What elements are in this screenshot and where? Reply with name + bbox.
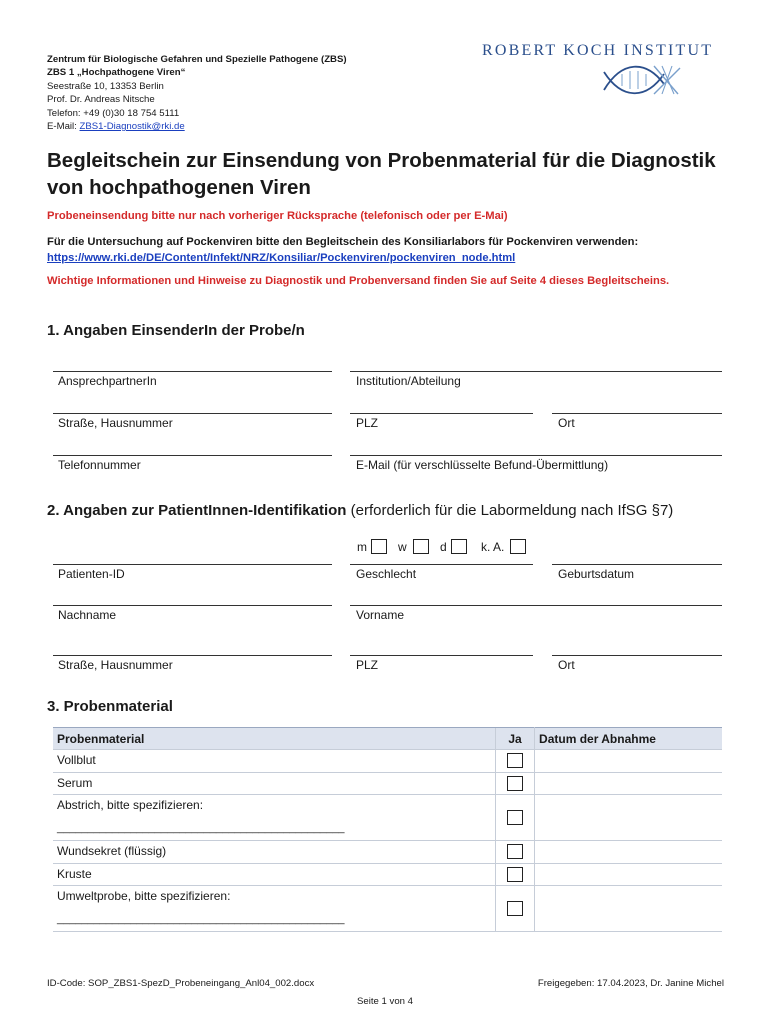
gender-w-checkbox[interactable] bbox=[413, 539, 429, 554]
pox-virus-notice bbox=[47, 234, 638, 266]
table-row bbox=[53, 841, 722, 864]
gender-m-label: m bbox=[357, 540, 367, 554]
footer-id-code: ID-Code: SOP_ZBS1-SpezD_Probeneingang_Anl04_002.docx bbox=[47, 978, 315, 989]
gender-d-label: d bbox=[440, 540, 447, 554]
document-title: Begleitschein zur Einsendung von Probenmaterial für die Diagnostik von hochpathogenen Viren bbox=[47, 149, 716, 199]
phone-label: Telefonnummer bbox=[58, 458, 141, 472]
section2-title: 2. Angaben zur PatientInnen-Identifikation bbox=[47, 502, 347, 519]
column-header-material: Probenmaterial bbox=[53, 728, 496, 750]
gender-field-line bbox=[350, 564, 533, 565]
date-cell[interactable] bbox=[535, 864, 722, 886]
contact-label: AnsprechpartnerIn bbox=[58, 374, 157, 388]
footer-released: Freigegeben: 17.04.2023, Dr. Janine Michel bbox=[537, 978, 724, 989]
gender-ka-checkbox[interactable] bbox=[510, 539, 526, 554]
date-cell[interactable] bbox=[535, 886, 722, 932]
header-line-3: Seestraße 10, 13353 Berlin bbox=[47, 80, 164, 92]
column-header-date: Datum der Abnahme bbox=[535, 728, 722, 750]
yes-cell bbox=[496, 886, 535, 932]
gender-d-checkbox[interactable] bbox=[451, 539, 467, 554]
firstname-label: Vorname bbox=[356, 608, 405, 622]
material-label: Abstrich, bitte spezifizieren: bbox=[57, 798, 204, 812]
street-field-line[interactable] bbox=[53, 413, 332, 414]
kruste-checkbox[interactable] bbox=[507, 867, 523, 882]
material-cell bbox=[53, 795, 496, 841]
contact-field-line[interactable] bbox=[53, 371, 332, 372]
date-cell[interactable] bbox=[535, 773, 722, 795]
material-cell: Wundsekret (flüssig) bbox=[53, 841, 496, 864]
footer-page-number: Seite 1 von 4 bbox=[356, 996, 413, 1007]
patient-street-field-line[interactable] bbox=[53, 655, 332, 656]
table-row bbox=[53, 886, 722, 932]
pox-virus-link[interactable]: https://www.rki.de/DE/Content/Infekt/NRZ/Konsiliar/Pockenviren/pockenviren_node.html bbox=[47, 252, 516, 264]
material-cell: Kruste bbox=[53, 864, 496, 886]
yes-cell bbox=[496, 795, 535, 841]
serum-checkbox[interactable] bbox=[507, 776, 523, 791]
material-cell: Serum bbox=[53, 773, 496, 795]
table-row bbox=[53, 773, 722, 795]
date-cell[interactable] bbox=[535, 750, 722, 773]
yes-cell bbox=[496, 841, 535, 864]
email-label: E-Mail (für verschlüsselte Befund-Übermittlung) bbox=[356, 458, 609, 472]
material-cell bbox=[53, 886, 496, 932]
header-line-4: Prof. Dr. Andreas Nitsche bbox=[47, 94, 155, 106]
email-prefix: E-Mail: bbox=[47, 121, 80, 133]
header-line-1: Zentrum für Biologische Gefahren und Spezielle Pathogene (ZBS) bbox=[47, 54, 347, 65]
yes-cell bbox=[496, 864, 535, 886]
yes-cell bbox=[496, 750, 535, 773]
email-link[interactable]: ZBS1-Diagnostik@rki.de bbox=[79, 121, 185, 133]
section2-note: (erforderlich für die Labormeldung nach IfSG §7) bbox=[346, 502, 674, 519]
patient-city-label: Ort bbox=[558, 658, 575, 672]
email-field-line[interactable] bbox=[350, 455, 722, 456]
wundsekret-checkbox[interactable] bbox=[507, 844, 523, 859]
abstrich-checkbox[interactable] bbox=[507, 810, 523, 825]
gender-label: Geschlecht bbox=[356, 567, 417, 581]
institution-field-line[interactable] bbox=[350, 371, 722, 372]
header-line-5: Telefon: +49 (0)30 18 754 5111 bbox=[47, 107, 180, 119]
section2-heading bbox=[47, 502, 673, 519]
phone-field-line[interactable] bbox=[53, 455, 332, 456]
plz-label: PLZ bbox=[356, 416, 379, 430]
material-label: Umweltprobe, bitte spezifizieren: bbox=[57, 889, 231, 903]
umweltprobe-checkbox[interactable] bbox=[507, 901, 523, 916]
rki-logo-icon bbox=[602, 62, 682, 98]
institution-label: Institution/Abteilung bbox=[356, 374, 461, 388]
date-cell[interactable] bbox=[535, 795, 722, 841]
patient-plz-field-line[interactable] bbox=[350, 655, 533, 656]
column-header-yes: Ja bbox=[496, 728, 535, 750]
table-row bbox=[53, 864, 722, 886]
header-line-2: ZBS 1 „Hochpathogene Viren“ bbox=[47, 67, 186, 79]
gender-m-checkbox[interactable] bbox=[371, 539, 387, 554]
table-header-row bbox=[53, 728, 722, 750]
patient-id-label: Patienten-ID bbox=[58, 567, 125, 581]
table-row bbox=[53, 750, 722, 773]
table-row bbox=[53, 795, 722, 841]
vollblut-checkbox[interactable] bbox=[507, 753, 523, 768]
sample-material-table bbox=[53, 727, 722, 932]
date-cell[interactable] bbox=[535, 841, 722, 864]
street-label: Straße, Hausnummer bbox=[58, 416, 173, 430]
specify-blank-line[interactable]: _______________________________________________ bbox=[57, 822, 345, 834]
yes-cell bbox=[496, 773, 535, 795]
sender-address bbox=[47, 53, 347, 133]
section3-heading: 3. Probenmaterial bbox=[47, 698, 173, 715]
lastname-label: Nachname bbox=[58, 608, 117, 622]
patient-plz-label: PLZ bbox=[356, 658, 379, 672]
gender-ka-label: k. A. bbox=[481, 540, 505, 554]
city-label: Ort bbox=[558, 416, 575, 430]
patient-city-field-line[interactable] bbox=[552, 655, 722, 656]
pox-virus-text: Für die Untersuchung auf Pockenviren bitte den Begleitschein des Konsiliarlabors für Pockenviren verwenden: bbox=[47, 236, 639, 248]
patient-id-field-line[interactable] bbox=[53, 564, 332, 565]
specify-blank-line[interactable]: _______________________________________________ bbox=[57, 913, 345, 925]
rki-logo-text: ROBERT KOCH INSTITUT bbox=[482, 42, 714, 59]
patient-street-label: Straße, Hausnummer bbox=[58, 658, 173, 672]
section1-heading: 1. Angaben EinsenderIn der Probe/n bbox=[47, 322, 305, 339]
firstname-field-line[interactable] bbox=[350, 605, 722, 606]
gender-w-label: w bbox=[398, 540, 407, 554]
city-field-line[interactable] bbox=[552, 413, 722, 414]
header-email-line bbox=[47, 120, 347, 133]
birthdate-label: Geburtsdatum bbox=[558, 567, 635, 581]
info-notice: Wichtige Informationen und Hinweise zu Diagnostik und Probenversand finden Sie auf Seite 4 dieses Begleitscheins. bbox=[47, 275, 670, 287]
consultation-notice: Probeneinsendung bitte nur nach vorheriger Rücksprache (telefonisch oder per E-Mai) bbox=[47, 210, 508, 222]
lastname-field-line[interactable] bbox=[53, 605, 332, 606]
birthdate-field-line[interactable] bbox=[552, 564, 722, 565]
plz-field-line[interactable] bbox=[350, 413, 533, 414]
material-cell: Vollblut bbox=[53, 750, 496, 773]
